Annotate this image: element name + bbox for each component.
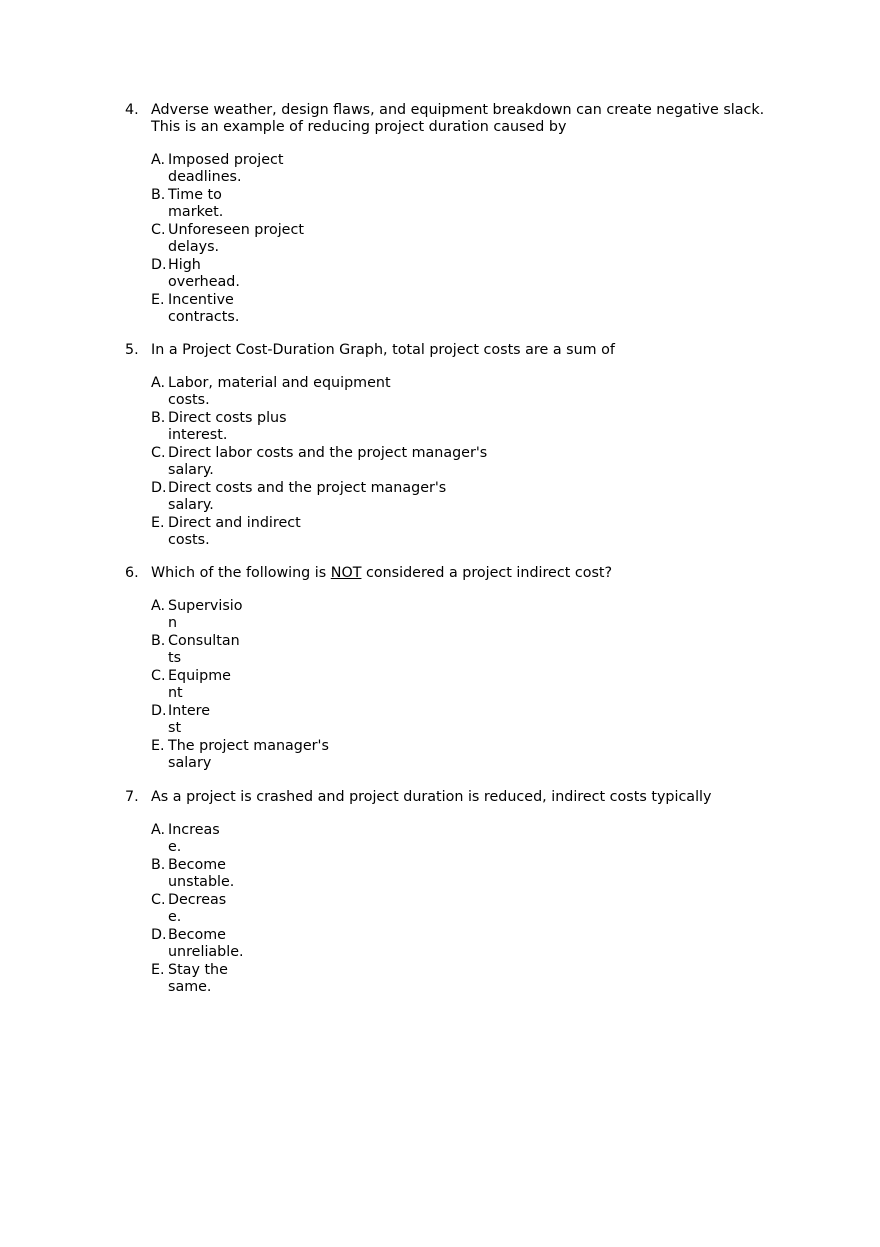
option-d xyxy=(151,703,805,737)
question-text-post: considered a project indirect cost? xyxy=(361,565,613,581)
question-text-line: Adverse weather, design flaws, and equipment breakdown can create negative slack. xyxy=(151,102,765,118)
option-text: Incentive contracts. xyxy=(168,292,240,325)
option-a xyxy=(151,598,805,632)
question-text-emphasis: NOT xyxy=(330,565,362,581)
answer-options xyxy=(125,152,805,326)
option-c xyxy=(151,222,805,256)
question-stem xyxy=(125,342,805,359)
option-letter: B. xyxy=(151,633,166,649)
question-6 xyxy=(125,565,805,773)
option-text: The project manager's salary xyxy=(168,738,329,771)
option-a xyxy=(151,375,805,409)
option-c xyxy=(151,668,805,702)
option-text: Increas e. xyxy=(168,822,220,855)
option-text: Decreas e. xyxy=(168,892,227,925)
option-text: Labor, material and equipment costs. xyxy=(168,375,391,408)
option-letter: D. xyxy=(151,703,167,719)
option-letter: A. xyxy=(151,152,166,168)
answer-options xyxy=(125,598,805,772)
option-a xyxy=(151,152,805,186)
option-e xyxy=(151,292,805,326)
question-7 xyxy=(125,789,805,997)
option-c xyxy=(151,892,805,926)
option-text: Imposed project deadlines. xyxy=(168,152,284,185)
option-letter: D. xyxy=(151,480,167,496)
option-text: Direct labor costs and the project manager's salary. xyxy=(168,445,488,478)
option-letter: C. xyxy=(151,668,166,684)
option-b xyxy=(151,410,805,444)
option-d xyxy=(151,480,805,514)
option-c xyxy=(151,445,805,479)
question-stem xyxy=(125,565,805,582)
option-text: Direct costs plus interest. xyxy=(168,410,287,443)
option-text: Unforeseen project delays. xyxy=(168,222,304,255)
option-letter: E. xyxy=(151,292,165,308)
question-4 xyxy=(125,102,805,327)
option-e xyxy=(151,515,805,549)
option-a xyxy=(151,822,805,856)
option-letter: E. xyxy=(151,515,165,531)
option-letter: B. xyxy=(151,187,166,203)
option-text: Direct costs and the project manager's salary. xyxy=(168,480,447,513)
option-text: Consultan ts xyxy=(168,633,240,666)
option-text: Equipme nt xyxy=(168,668,231,701)
option-text: Time to market. xyxy=(168,187,224,220)
option-letter: A. xyxy=(151,375,166,391)
option-b xyxy=(151,857,805,891)
option-letter: D. xyxy=(151,257,167,273)
option-letter: B. xyxy=(151,410,166,426)
question-number: 4. xyxy=(125,102,139,118)
option-letter: D. xyxy=(151,927,167,943)
option-letter: E. xyxy=(151,738,165,754)
question-text-line: This is an example of reducing project duration caused by xyxy=(151,119,567,135)
option-text: Stay the same. xyxy=(168,962,228,995)
option-text: Become unreliable. xyxy=(168,927,244,960)
option-d xyxy=(151,927,805,961)
option-letter: C. xyxy=(151,222,166,238)
option-e xyxy=(151,738,805,772)
question-stem xyxy=(125,789,805,806)
option-text: Supervisio n xyxy=(168,598,243,631)
option-e xyxy=(151,962,805,996)
question-stem xyxy=(125,102,805,136)
option-text: Intere st xyxy=(168,703,211,736)
question-number: 6. xyxy=(125,565,139,581)
option-text: Direct and indirect costs. xyxy=(168,515,301,548)
question-text-line: As a project is crashed and project duration is reduced, indirect costs typically xyxy=(151,789,712,805)
question-number: 5. xyxy=(125,342,139,358)
option-letter: E. xyxy=(151,962,165,978)
question-text-line xyxy=(151,565,805,582)
question-5 xyxy=(125,342,805,550)
question-text-line: In a Project Cost-Duration Graph, total project costs are a sum of xyxy=(151,342,615,358)
answer-options xyxy=(125,822,805,996)
option-letter: B. xyxy=(151,857,166,873)
option-text: Become unstable. xyxy=(168,857,235,890)
option-letter: C. xyxy=(151,892,166,908)
answer-options xyxy=(125,375,805,549)
option-b xyxy=(151,187,805,221)
option-text: High overhead. xyxy=(168,257,240,290)
option-letter: A. xyxy=(151,598,166,614)
option-letter: C. xyxy=(151,445,166,461)
option-d xyxy=(151,257,805,291)
question-text-pre: Which of the following is xyxy=(151,565,331,581)
option-b xyxy=(151,633,805,667)
option-letter: A. xyxy=(151,822,166,838)
question-number: 7. xyxy=(125,789,139,805)
